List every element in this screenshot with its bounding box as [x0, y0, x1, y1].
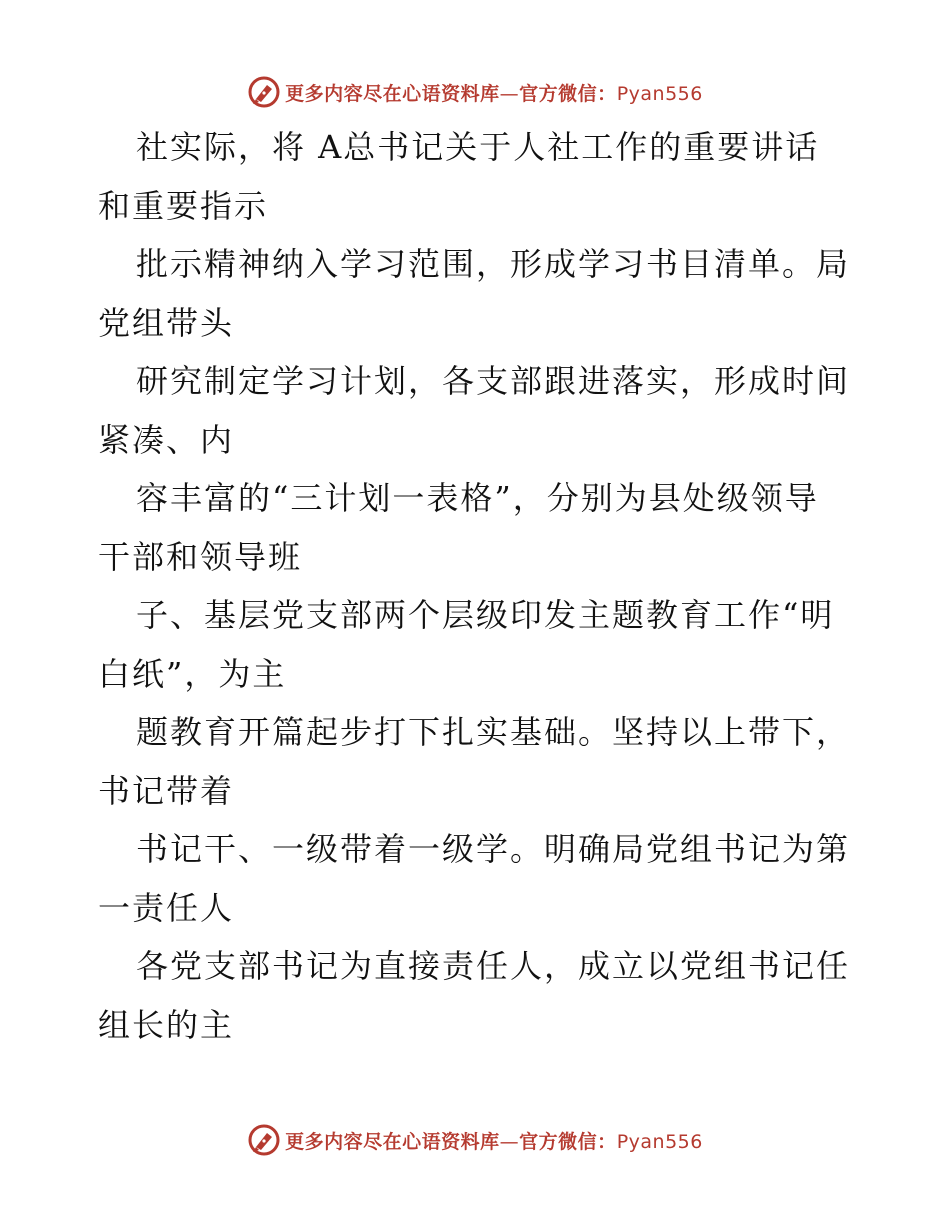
body-line: 干部和领导班 [98, 537, 303, 576]
header-banner [0, 72, 950, 112]
body-line: 容丰富的“三计划一表格”，分别为县处级领导 [136, 479, 819, 517]
body-line: 一责任人 [98, 888, 235, 927]
header-wechat-label: 官方微信： [519, 82, 617, 105]
footer-banner-separator: — [499, 1130, 520, 1153]
header-banner-title: 更多内容尽在心语资料库 [285, 82, 500, 105]
body-line: 题教育开篇起步打下扎实基础。坚持以上带下， [136, 713, 851, 751]
body-line: 党组带头 [98, 303, 235, 342]
body-line: 书记带着 [98, 771, 235, 810]
body-line: 和重要指示 [98, 186, 269, 225]
body-line: 各党支部书记为直接责任人，成立以党组书记任 [136, 947, 851, 985]
footer-wechat-id: Pyan556 [616, 1130, 703, 1153]
body-line: 子、基层党支部两个层级印发主题教育工作“明 [136, 596, 835, 634]
document-body [98, 118, 868, 1054]
footer-banner [0, 1120, 950, 1160]
header-banner-separator: — [499, 82, 520, 105]
body-line: 社实际，将 A总书记关于人社工作的重要讲话 [136, 128, 820, 166]
body-line: 研究制定学习计划，各支部跟进落实，形成时间 [136, 362, 851, 400]
body-line: 组长的主 [98, 1005, 235, 1044]
body-line: 书记干、一级带着一级学。明确局党组书记为第 [136, 830, 851, 868]
body-line: 紧凑、内 [98, 420, 235, 459]
pen-nib-logo-icon [247, 1123, 281, 1157]
footer-banner-text [285, 1127, 703, 1154]
footer-wechat-label: 官方微信： [519, 1130, 617, 1153]
body-line: 批示精神纳入学习范围，形成学习书目清单。局 [136, 245, 851, 283]
header-wechat-id: Pyan556 [616, 82, 703, 105]
pen-nib-logo-icon [247, 75, 281, 109]
body-line: 白纸”，为主 [98, 654, 287, 693]
header-banner-text [285, 79, 703, 106]
footer-banner-title: 更多内容尽在心语资料库 [285, 1130, 500, 1153]
